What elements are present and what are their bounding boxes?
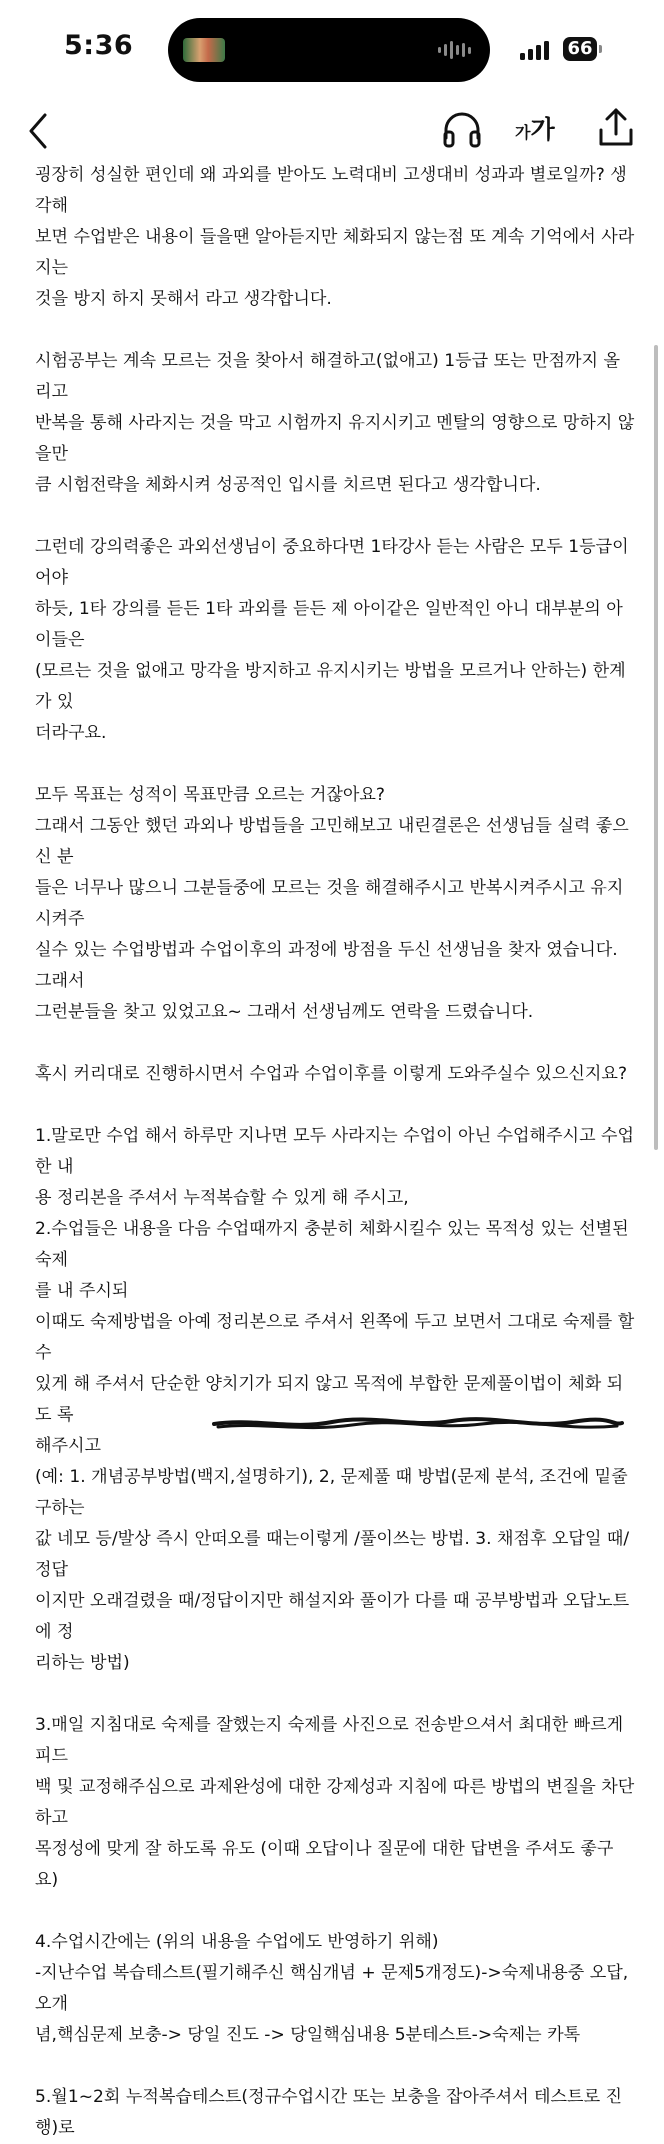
- post-body: [35, 160, 635, 2144]
- paragraph-7: 3.매일 지침대로 숙제를 잘했는지 숙제를 사진으로 전송받으셔서 최대한 빠르게 피드 백 및 교정해주심으로 과제완성에 대한 강제성과 지침에 따른 방법의 변질을 차단하고 목정성에 맞게 잘 하도록 유도 (이때 오답이나 질문에 대한 답변을 주셔도 좋구요): [35, 1715, 635, 1890]
- share-icon: [596, 106, 636, 150]
- status-time: 5:36: [64, 30, 134, 61]
- battery-tip: [599, 45, 602, 53]
- paragraph-8: 4.수업시간에는 (위의 내용을 수업에도 반영하기 위해) -지난수업 복습테스트(필기해주신 핵심개념 + 문제5개정도)->숙제내용중 오답,오개 념,핵심문제 보충-> 당일 진도 -> 당일핵심내용 5분테스트->숙제는 카톡: [35, 1932, 629, 2045]
- now-playing-thumbnail[interactable]: [183, 38, 225, 62]
- font-size-large-label: 가: [530, 115, 555, 144]
- status-bar: [0, 0, 664, 100]
- cellular-signal-icon: [520, 40, 552, 60]
- chevron-left-icon: [20, 108, 60, 152]
- share-button[interactable]: [596, 106, 636, 150]
- paragraph-2: 시험공부는 계속 모르는 것을 찾아서 해결하고(없애고) 1등급 또는 만점까지 올리고 반복을 통해 사라지는 것을 막고 시험까지 유지시키고 멘탈의 영향으로 망하지 않을만 큼 시험전략을 체화시켜 성공적인 입시를 치르면 된다고 생각합니다.: [35, 351, 635, 495]
- font-size-button[interactable]: [515, 110, 555, 150]
- battery-indicator: 66: [563, 37, 597, 61]
- paragraph-1: 굉장히 성실한 편인데 왜 과외를 받아도 노력대비 고생대비 성과과 별로일까? 생각해 보면 수업받은 내용이 들을땐 알아듣지만 체화되지 않는점 또 계속 기억에서 사라지는 것을 방지 하지 못해서 라고 생각합니다.: [35, 165, 635, 309]
- back-button[interactable]: [20, 108, 60, 152]
- scrollbar[interactable]: [654, 345, 658, 1150]
- listen-button[interactable]: [441, 108, 483, 150]
- dynamic-island[interactable]: [168, 18, 490, 82]
- font-size-small-label: 가: [515, 123, 531, 142]
- headphones-icon: [441, 108, 483, 150]
- paragraph-4: 모두 목표는 성적이 목표만큼 오르는 거잖아요? 그래서 그동안 했던 과외나 방법들을 고민해보고 내린결론은 선생님들 실력 좋으신 분 들은 너무나 많으니 그분들중에 모르는 것을 해결해주시고 반복시켜주시고 유지시켜주 실수 있는 수업방법과 수업이후의 과정에 방점을 두신 선생님을 찾자 였습니다. 그래서 그런분들을 찾고 있었고요~ 그래서 선생님께도 연락을 드렸습니다.: [35, 785, 629, 1022]
- paragraph-3: 그런데 강의력좋은 과외선생님이 중요하다면 1타강사 듣는 사람은 모두 1등급이어야 하듯, 1타 강의를 듣든 1타 과외를 듣든 제 아이같은 일반적인 아니 대부분의 아이들은 (모르는 것을 없애고 망각을 방지하고 유지시키는 방법을 모르거나 안하는) 한계가 있 더라구요.: [35, 537, 629, 743]
- redaction-scribble: [212, 1408, 624, 1440]
- top-navigation: [0, 100, 664, 160]
- paragraph-6: 1.말로만 수업 해서 하루만 지나면 모두 사라지는 수업이 아닌 수업해주시고 수업한 내 용 정리본을 주셔서 누적복습할 수 있게 해 주시고, 2.수업들은 내용을 다음 수업때까지 충분히 체화시킬수 있는 목적성 있는 선별된 숙제 를 내 주시되 이때도 숙제방법을 아예 정리본으로 주셔서 왼쪽에 두고 보면서 그대로 숙제를 할수 있게 해 주셔서 단순한 양치기가 되지 않고 목적에 부합한 문제풀이법이 체화 되도 록 해주시고 (예: 1. 개념공부방법(백지,설명하기), 2, 문제풀 때 방법(문제 분석, 조건에 밑줄 구하는 값 네모 등/발상 즉시 안떠오를 때는이렇게 /풀이쓰는 방법. 3. 채점후 오답일 때/정답 이지만 오래걸렸을 때/정답이지만 해설지와 풀이가 다를 때 공부방법과 오답노트에 정 리하는 방법): [35, 1126, 635, 1673]
- paragraph-5: 혹시 커리대로 진행하시면서 수업과 수업이후를 이렇게 도와주실수 있으신지요?: [35, 1064, 628, 1084]
- audio-waveform-icon: [438, 40, 472, 60]
- paragraph-9: 5.월1~2회 누적복습테스트(정규수업시간 또는 보충을 잡아주셔서 테스트로 진행)로: [35, 2087, 623, 2138]
